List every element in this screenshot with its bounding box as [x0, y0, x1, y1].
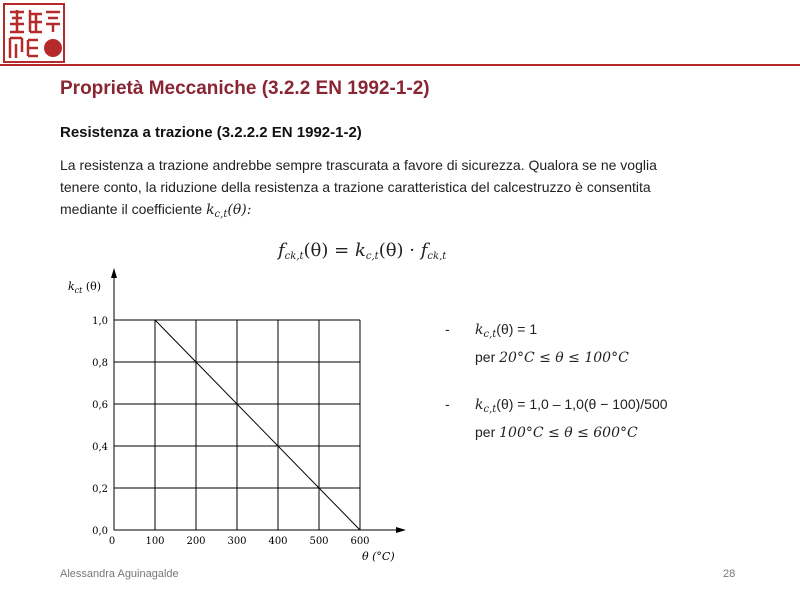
bullet-subscript: c,t — [483, 329, 497, 340]
y-axis-arrow-icon — [111, 268, 117, 278]
y-tick-label: 1,0 — [92, 316, 108, 327]
coefficient-subscript: c,t — [214, 209, 228, 220]
definition-list — [445, 318, 668, 444]
body-paragraph — [60, 154, 760, 226]
bullet-subscript: c,t — [483, 404, 497, 415]
x-tick-label: 0 — [108, 536, 116, 547]
x-axis-label: θ (°C) — [362, 550, 395, 563]
paragraph-line: La resistenza a trazione andrebbe sempre trascurata a favore di sicurezza. Qualora se ne voglia — [60, 157, 657, 173]
x-tick-label: 400 — [268, 536, 288, 547]
main-formula — [278, 240, 446, 262]
x-tick-label: 600 — [350, 536, 370, 547]
formula-lhs-symbol: f — [278, 240, 285, 261]
y-tick-label: 0,2 — [92, 484, 108, 495]
y-axis-label: $k_{ct}$ (θ) — [68, 280, 102, 295]
section-subtitle: Resistenza a trazione (3.2.2.2 EN 1992-1-2) — [60, 124, 362, 141]
y-tick-label: 0,4 — [92, 442, 108, 453]
kct-chart — [60, 260, 420, 570]
page-number: 28 — [723, 568, 736, 580]
x-tick-label: 500 — [309, 536, 329, 547]
x-axis-arrow-icon — [396, 527, 406, 533]
x-tick-label: 300 — [227, 536, 247, 547]
bullet-range-prefix: per — [475, 349, 500, 365]
x-tick-label: 200 — [186, 536, 206, 547]
formula-rhs1-argument: (θ) · — [378, 240, 421, 261]
formula-rhs1-symbol: k — [354, 240, 366, 261]
x-tick-label: 100 — [145, 536, 165, 547]
bullet-range: 100°C ≤ θ ≤ 600°C — [499, 425, 638, 441]
coefficient-symbol: k — [206, 202, 215, 218]
formula-rhs2-symbol: f — [420, 240, 428, 261]
paragraph-line — [60, 198, 760, 226]
coefficient-argument: (θ): — [227, 202, 252, 218]
bullet-symbol: k — [475, 397, 484, 413]
seal-logo-icon — [2, 2, 66, 64]
header-rule — [0, 64, 800, 66]
paragraph-line: tenere conto, la riduzione della resistenza a trazione caratteristica del calcestruzzo è consentita — [60, 179, 651, 195]
y-tick-label: 0,8 — [92, 358, 108, 369]
page-title: Proprietà Meccaniche (3.2.2 EN 1992-1-2) — [60, 78, 430, 99]
footer-author: Alessandra Aguinagalde — [60, 568, 179, 580]
bullet-range: 20°C ≤ θ ≤ 100°C — [499, 350, 629, 366]
bullet-range-prefix: per — [475, 424, 500, 440]
y-tick-label: 0,0 — [92, 526, 108, 537]
bullet-symbol: k — [475, 322, 484, 338]
bullet-expression: (θ) = 1,0 – 1,0(θ − 100)/500 — [496, 396, 668, 412]
bullet-dash: - — [445, 396, 450, 412]
definition-item-1 — [445, 318, 668, 369]
formula-lhs-subscript: ck,t — [284, 251, 304, 262]
paragraph-text: mediante il coefficiente — [60, 201, 203, 217]
y-tick-label: 0,6 — [92, 400, 108, 411]
series-line — [155, 320, 360, 530]
formula-rhs2-subscript: ck,t — [427, 251, 447, 262]
bullet-dash: - — [445, 321, 450, 337]
formula-lhs-argument: (θ) = — [303, 240, 355, 261]
formula-rhs1-subscript: c,t — [365, 251, 379, 262]
definition-item-2 — [445, 393, 668, 444]
bullet-expression: (θ) = 1 — [496, 321, 538, 337]
